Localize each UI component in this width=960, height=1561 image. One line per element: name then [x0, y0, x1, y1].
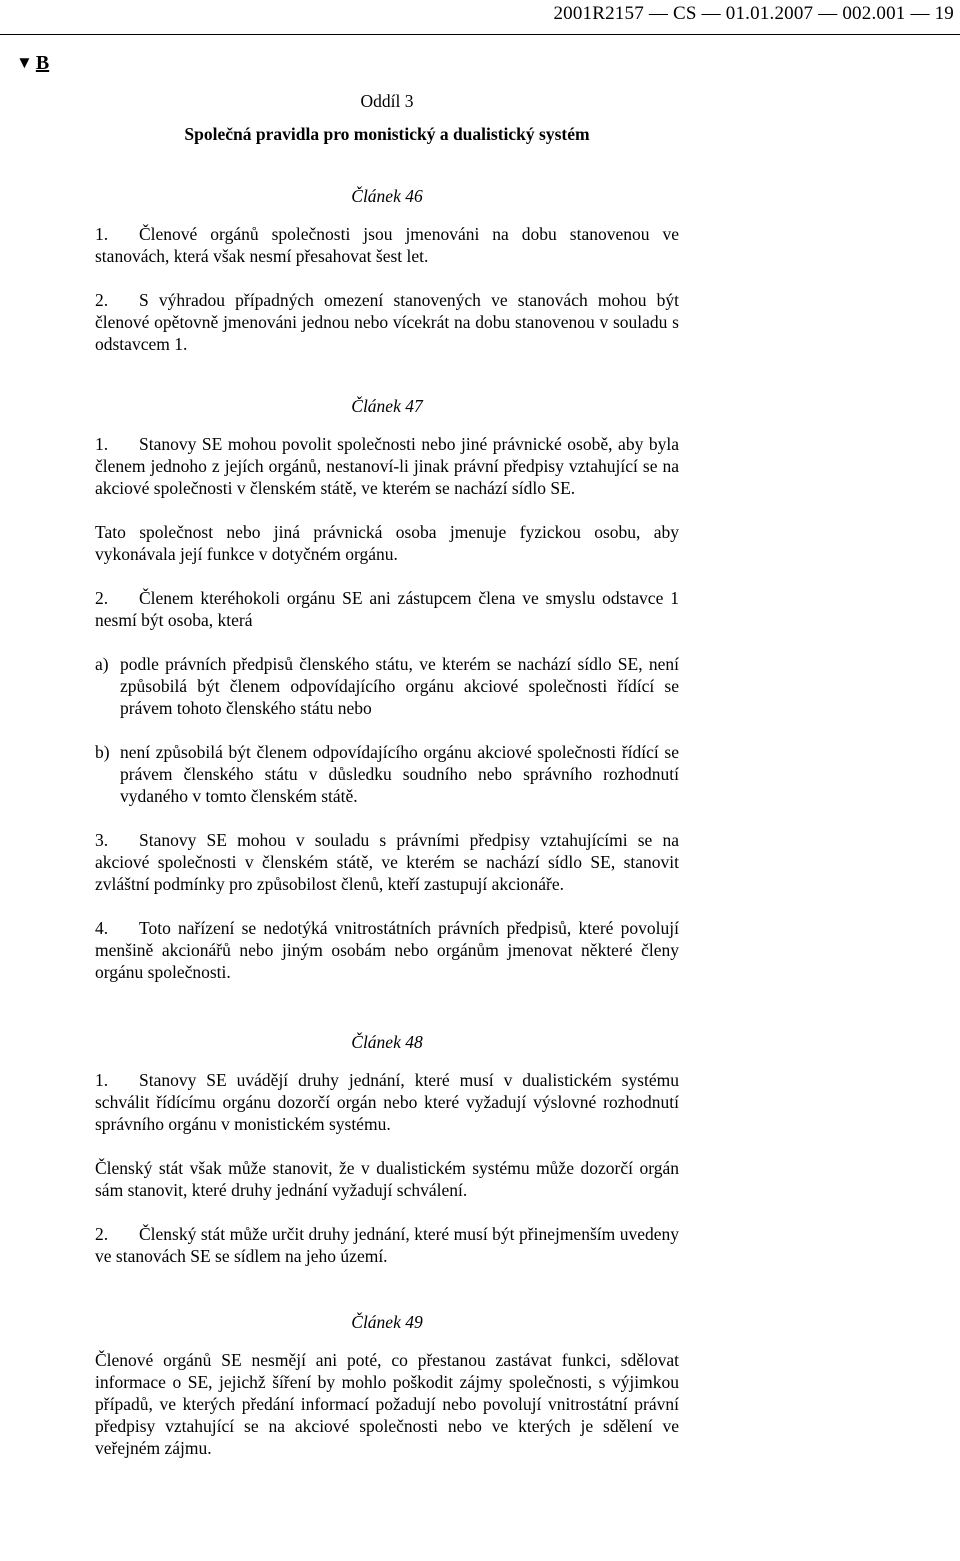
paragraph-text: Tato společnost nebo jiná právnická osoba jmenuje fyzickou osobu, aby vykonávala její funkce v dotyčném orgánu.: [95, 522, 679, 564]
article-paragraph: [95, 829, 679, 895]
paragraph-text: Stanovy SE uvádějí druhy jednání, které musí v dualistickém systému schválit řídícímu orgánu dozorčí orgán nebo které vyžadují výslovné rozhodnutí správního orgánu v monistickém systému.: [95, 1070, 679, 1134]
paragraph-text: S výhradou případných omezení stanovených ve stanovách mohou být členové opětovně jmenováni jednou nebo vícekrát na dobu stanovenou v souladu s odstavcem 1.: [95, 290, 679, 354]
paragraph-text: Stanovy SE mohou v souladu s právními předpisy vztahujícími se na akciové společnosti v členském státě, ve kterém se nachází sídlo SE, stanovit zvláštní podmínky pro způsobilost členů, kteří zastupují akcionáře.: [95, 830, 679, 894]
article-paragraph: [95, 1349, 679, 1459]
section-title: Společná pravidla pro monistický a dualistický systém: [184, 124, 590, 144]
amendment-marker: [16, 52, 49, 75]
article-paragraph: [95, 917, 679, 983]
article-paragraph: [95, 587, 679, 631]
article-paragraph: [95, 289, 679, 355]
paragraph-text: Členský stát však může stanovit, že v dualistickém systému může dozorčí orgán sám stanovit, které druhy jednání vyžadují schválení.: [95, 1158, 679, 1200]
page-header: [0, 0, 960, 35]
paragraph-text: Toto nařízení se nedotýká vnitrostátních právních předpisů, které povolují menšině akcionářů nebo jiným osobám nebo orgánům jmenovat některé členy orgánu společnosti.: [95, 918, 679, 982]
paragraph-number: 4.: [95, 918, 109, 938]
paragraph-number: 3.: [95, 830, 109, 850]
document-reference: 2001R2157 — CS — 01.01.2007 — 002.001 — 19: [553, 3, 954, 24]
paragraph-number: 2.: [95, 588, 109, 608]
article-paragraph: [95, 1223, 679, 1267]
paragraph-text: Členský stát může určit druhy jednání, které musí být přinejmenším uvedeny ve stanovách SE se sídlem na jeho území.: [95, 1224, 679, 1266]
amendment-marker-label: B: [35, 52, 50, 74]
article-title: Článek 49: [351, 1312, 423, 1332]
article-paragraph: [95, 223, 679, 267]
paragraph-text: Členem kteréhokoli orgánu SE ani zástupcem člena ve smyslu odstavce 1 nesmí být osoba, která: [95, 588, 679, 630]
paragraph-text: Stanovy SE mohou povolit společnosti nebo jiné právnické osobě, aby byla členem jednoho z jejích orgánů, nestanoví-li jinak právní předpisy vztahující se na akciové společnosti v členském státě, ve kterém se nachází sídlo SE.: [95, 434, 679, 498]
paragraph-number: 1.: [95, 434, 109, 454]
list-item: [95, 653, 679, 719]
article-paragraph: [95, 1157, 679, 1201]
article-title: Článek 48: [351, 1032, 423, 1052]
paragraph-number: 1.: [95, 224, 109, 244]
paragraph-number: 2.: [95, 290, 109, 310]
list-item-label: b): [95, 742, 110, 762]
list-item-text: není způsobilá být členem odpovídajícího orgánu akciové společnosti řídící se právem členského státu v důsledku soudního nebo správního rozhodnutí vydaného v tomto členském státě.: [120, 742, 679, 806]
article-paragraph: [95, 1069, 679, 1135]
document-body: [95, 90, 679, 1481]
triangle-down-icon: ▼: [16, 53, 33, 72]
paragraph-number: 1.: [95, 1070, 109, 1090]
paragraph-text: Členové orgánů společnosti jsou jmenováni na dobu stanovenou ve stanovách, která však nesmí přesahovat šest let.: [95, 224, 679, 266]
article-title: Článek 47: [351, 396, 423, 416]
paragraph-number: 2.: [95, 1224, 109, 1244]
section-number: Oddíl 3: [360, 91, 414, 111]
list-item-label: a): [95, 654, 109, 674]
article-paragraph: [95, 433, 679, 499]
list-item-text: podle právních předpisů členského státu, ve kterém se nachází sídlo SE, není způsobilá být členem odpovídajícího orgánu akciové společnosti řídící se právem tohoto členského státu nebo: [120, 654, 679, 718]
article-title: Článek 46: [351, 186, 423, 206]
paragraph-text: Členové orgánů SE nesmějí ani poté, co přestanou zastávat funkci, sdělovat informace o SE, jejichž šíření by mohlo poškodit zájmy společnosti, s výjimkou případů, ve kterých předání informací požadují nebo povolují vnitrostátní právní předpisy vztahující se na akciové společnosti nebo ve kterých je sdělení ve veřejném zájmu.: [95, 1350, 679, 1458]
article-paragraph: [95, 521, 679, 565]
list-item: [95, 741, 679, 807]
